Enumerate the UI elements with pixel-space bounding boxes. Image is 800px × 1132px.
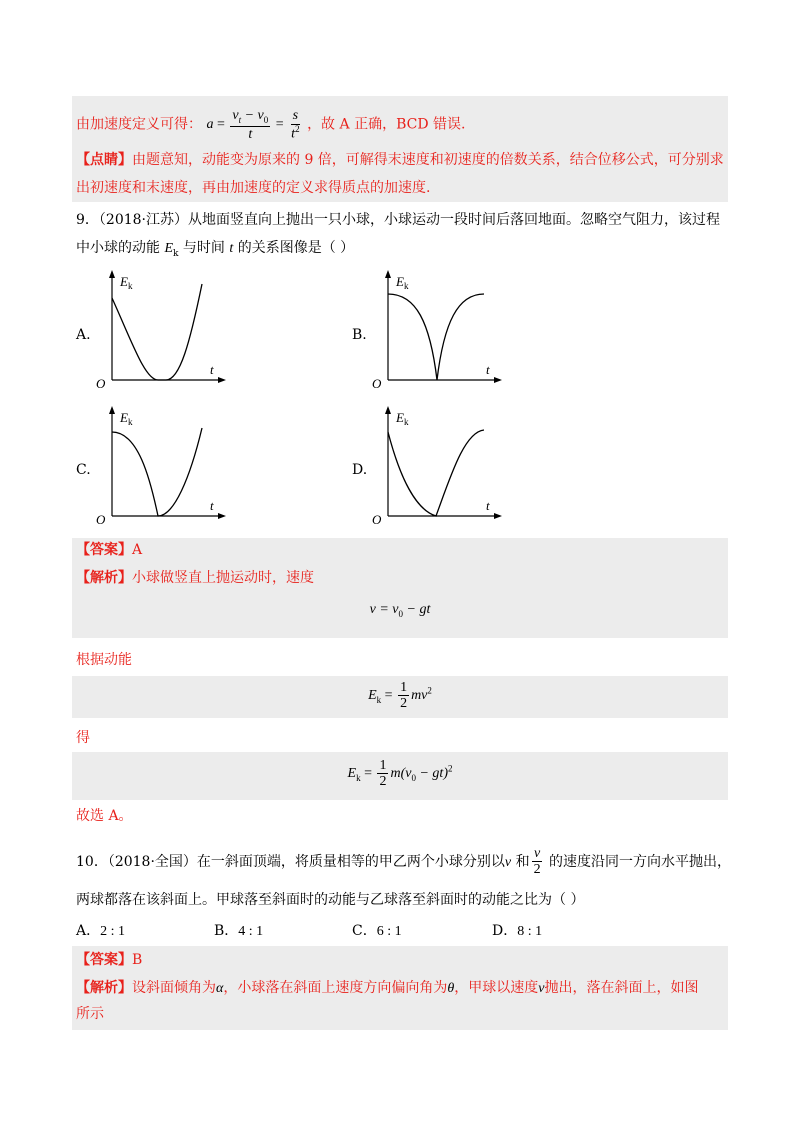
q9-eq3-frac: [377, 758, 388, 790]
graph-b-option: B.: [352, 327, 367, 343]
q9-stem-2a: 中小球的动能: [76, 240, 165, 256]
q9-eq2-num: 1: [400, 680, 408, 695]
graph-d-ylabel: $E_k$: [396, 410, 409, 427]
eq-den-t: t: [248, 126, 253, 142]
graph-b: [366, 262, 506, 392]
q9-analysis-text: 小球做竖直上抛运动时，速度: [132, 570, 314, 586]
q10-answer-label: 【答案】: [76, 952, 132, 968]
q10-option-d-label: D．: [492, 923, 518, 939]
comment-line1: [76, 150, 724, 170]
q10-theta: θ: [447, 981, 455, 996]
q10-alpha: α: [216, 981, 224, 996]
graph-a-ylabel: $E_k$: [120, 274, 133, 291]
graph-d-origin: O: [372, 512, 382, 527]
prev-solution-suffix: ，故 A 正确，BCD 错误.: [307, 116, 466, 133]
comment-line2: [76, 178, 430, 198]
graph-c-option: C.: [76, 462, 91, 478]
q9-eq1-sub: 0: [398, 608, 404, 619]
graph-c: [90, 398, 230, 528]
q9-analysis: [76, 568, 314, 588]
q9-ek: E: [164, 241, 174, 256]
q10-frac-den: 2: [533, 862, 541, 878]
q9-eq-kinetic-sub: [72, 758, 728, 790]
q9-eq1-rest: − gt: [403, 602, 431, 617]
graph-a-origin: O: [96, 376, 106, 391]
q10-v-speed: v: [538, 981, 545, 996]
q9-eq3-num: 1: [379, 758, 387, 773]
q9-eq2-den: 2: [400, 696, 408, 712]
graph-c-ylabel: $E_k$: [120, 410, 133, 427]
q10-analysis-d: 抛出，落在斜面上，如图: [544, 980, 699, 996]
q9-answer: [76, 540, 142, 560]
q9-eq2-sub: k: [376, 694, 382, 705]
q10-answer-value: B: [132, 952, 143, 968]
eq-equals: =: [216, 117, 225, 133]
q9-answer-band: [72, 538, 728, 638]
q10-option-a-label: A．: [76, 923, 101, 939]
graph-c-x-arrow: [218, 513, 226, 519]
eq-v0-sub: 0: [263, 114, 269, 125]
graph-b-xlabel: t: [486, 362, 490, 377]
q9-eq2-frac: [398, 680, 409, 712]
q9-stem-2c: 的关系图像是（ ）: [233, 240, 355, 256]
q10-analysis-line2: 所示: [76, 1006, 104, 1022]
graph-d: [366, 398, 506, 528]
q9-eq3-paren: (v: [400, 766, 412, 782]
eq-minus-v0: − v: [241, 108, 264, 123]
q9-answer-value: A: [132, 542, 143, 558]
eq-fraction-displacement: [289, 108, 301, 141]
q9-stem-1: 9．（2018·江苏）从地面竖直向上抛出一只小球，小球运动一段时间后落回地面。忽略空气阻力，该过程: [76, 212, 720, 228]
q9-conclusion: 故选 A。: [76, 808, 133, 824]
q9-eq3-sub0: 0: [411, 772, 416, 783]
q10-option-c-label: C．: [352, 923, 377, 939]
q9-stem-2b: 与时间: [178, 240, 230, 256]
q10-option-a: [76, 920, 125, 940]
q9-eq-velocity: [72, 602, 728, 619]
q9-eq3-m: m: [390, 766, 401, 782]
q9-analysis-label: 【解析】: [76, 570, 132, 586]
q9-line2: [76, 238, 354, 264]
graph-c-y-arrow: [109, 406, 115, 414]
q10-stem-1a: 10．（2018·全国）在一斜面顶端，将质量相等的甲乙两个小球分别以: [76, 853, 505, 870]
graph-b-x-arrow: [494, 377, 502, 383]
eq-vt-sub: t: [238, 114, 242, 125]
q10-answer: [76, 950, 142, 970]
graph-b-y-arrow: [385, 270, 391, 278]
graph-a: [90, 262, 230, 392]
q9-eq3-sub: k: [356, 772, 361, 783]
graph-d-option: D.: [352, 462, 368, 478]
q10-analysis-a: 设斜面倾角为: [132, 980, 216, 996]
graph-d-x-arrow: [494, 513, 502, 519]
q9-eq3-e: E: [347, 766, 357, 782]
graph-c-xlabel: t: [210, 498, 214, 513]
q9-text-de: 得: [76, 730, 90, 746]
q10-analysis: [76, 978, 698, 999]
q10-option-b: [214, 920, 263, 940]
q9-text-ke: 根据动能: [76, 652, 132, 668]
q10-stem-1c: 的速度沿同一方向水平抛出，: [544, 853, 732, 870]
graph-a-option: A.: [76, 327, 91, 343]
eq-a: a: [206, 117, 214, 133]
q9-answer-label: 【答案】: [76, 542, 132, 558]
graph-d-xlabel: t: [486, 498, 490, 513]
eq-s: s: [292, 108, 299, 124]
graph-b-curve: [388, 294, 484, 380]
comment-label: 【点睛】: [76, 152, 132, 168]
graph-d-y-arrow: [385, 406, 391, 414]
q10-option-c-value: 6 : 1: [376, 924, 402, 939]
graph-a-y-arrow: [109, 270, 115, 278]
graph-a-curve: [112, 284, 202, 380]
q10-option-c: [352, 920, 402, 940]
q9-eq-kinetic: [72, 680, 728, 712]
q10-option-d-value: 8 : 1: [517, 924, 543, 939]
prev-solution-prefix: 由加速度定义可得：: [76, 116, 202, 133]
q10-option-b-label: B．: [214, 923, 239, 939]
prev-solution-line1: [76, 108, 465, 142]
q10-line1: [76, 846, 731, 878]
q9-ek-sub: k: [173, 248, 179, 259]
eq-den2-sup: 2: [295, 123, 300, 134]
q9-eq2-rest: mv: [411, 688, 428, 704]
graph-c-curve: [112, 428, 202, 516]
q10-line2: 两球都落在该斜面上。甲球落至斜面时的动能与乙球落至斜面时的动能之比为（ ）: [76, 892, 585, 908]
eq-equals-2: =: [275, 117, 284, 133]
q9-eq1-main: v = v: [369, 602, 399, 617]
eq-vt: v: [232, 108, 239, 123]
accel-definition-equation: [206, 108, 307, 142]
q10-option-a-value: 2 : 1: [100, 924, 126, 939]
eq-fraction-velocity: [230, 108, 270, 142]
q10-frac-num: v: [533, 846, 541, 861]
graph-b-origin: O: [372, 376, 382, 391]
q9-eq2-e: E: [368, 688, 377, 704]
q9-eq3-eq: =: [360, 766, 376, 782]
q9-eq2-eq: =: [381, 688, 397, 704]
graph-a-x-arrow: [218, 377, 226, 383]
graph-d-curve: [388, 430, 484, 516]
q9-eq3-gt: − gt): [415, 766, 448, 782]
q9-eq3-den: 2: [379, 774, 387, 790]
comment-text-2: 出初速度和末速度，再由加速度的定义求得质点的加速度.: [76, 180, 431, 196]
graph-c-origin: O: [96, 512, 106, 527]
q10-option-d: [492, 920, 542, 940]
q9-eq3-sup: 2: [447, 763, 453, 774]
comment-text-1: 由题意知，动能变为原来的 9 倍，可解得末速度和初速度的倍数关系，结合位移公式，可分别求: [132, 152, 724, 168]
eq-den2-t: t: [291, 126, 296, 142]
q10-analysis-b: ，小球落在斜面上速度方向偏向角为: [223, 980, 448, 996]
q10-option-b-value: 4 : 1: [238, 924, 264, 939]
q9-eq2-sup: 2: [427, 685, 432, 696]
q10-analysis-c: ，甲球以速度: [454, 980, 539, 996]
q10-stem-1b: 和: [511, 853, 530, 870]
q10-analysis-label: 【解析】: [76, 980, 132, 996]
graph-a-xlabel: t: [210, 362, 214, 377]
q9-t: t: [229, 241, 234, 256]
q10-v: v: [504, 854, 512, 870]
q9-line1: [76, 210, 720, 230]
graph-b-ylabel: $E_k$: [396, 274, 409, 291]
q10-v-half: [532, 846, 543, 878]
